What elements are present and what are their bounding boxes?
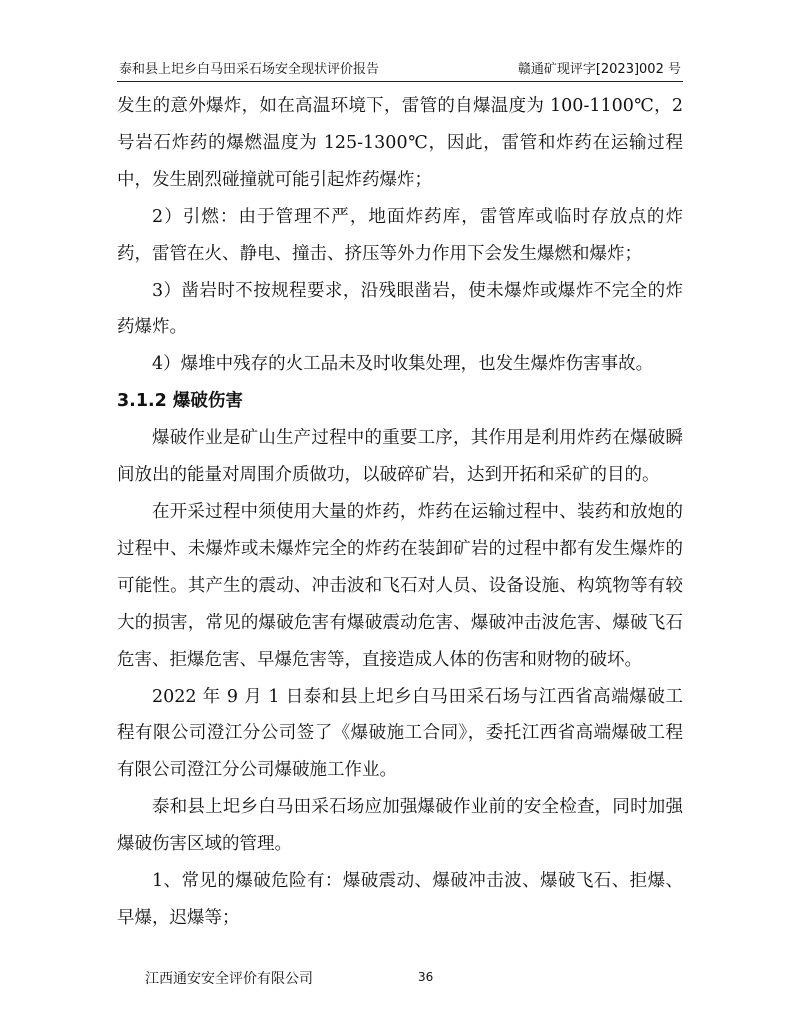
paragraph-ignition: 2）引燃：由于管理不严，地面炸药库，雷管库或临时存放点的炸药，雷管在火、静电、撞击、挤压等外力作用下会发生爆燃和爆炸； xyxy=(117,206,683,264)
section-paragraph: 在开采过程中须使用大量的炸药，炸药在运输过程中、装药和放炮的过程中、未爆炸或未爆炸完全的炸药在装卸矿岩的过程中都有发生爆炸的可能性。其产生的震动、冲击波和飞石对人员、设备设施、构筑物等有较大的损害，常见的爆破危害有爆破震动危害、爆破冲击波危害、爆破飞石危害、拒爆危害、早爆危害等，直接造成人体的伤害和财物的破坏。 xyxy=(117,501,683,670)
section-paragraph: 2022 年 9 月 1 日泰和县上圯乡白马田采石场与江西省高端爆破工程有限公司澄江分公司签了《爆破施工合同》，委托江西省高端爆破工程有限公司澄江分公司爆破施工作业。 xyxy=(117,686,683,781)
page-body xyxy=(117,88,683,937)
report-title: 泰和县上圯乡白马田采石场安全现状评价报告 xyxy=(119,62,380,77)
page-header xyxy=(117,56,683,80)
paragraph-residual: 4）爆堆中残存的火工品未及时收集处理，也发生爆炸伤害事故。 xyxy=(152,354,654,375)
section-paragraph: 爆破作业是矿山生产过程中的重要工序，其作用是利用炸药在爆破瞬间放出的能量对周围介质做功，以破碎矿岩，达到开拓和采矿的目的。 xyxy=(117,428,683,486)
page-number: 36 xyxy=(418,970,434,984)
header-rule xyxy=(117,81,683,82)
document-number: 赣通矿现评字[2023]002 号 xyxy=(517,62,681,77)
section-paragraph: 泰和县上圯乡白马田采石场应加强爆破作业前的安全检查，同时加强爆破伤害区域的管理。 xyxy=(117,797,683,855)
paragraph-continued: 发生的意外爆炸，如在高温环境下，雷管的自爆温度为 100-1100℃，2 号岩石炸药的爆燃温度为 125-1300℃，因此，雷管和炸药在运输过程中，发生剧烈碰撞就可能引起炸药爆炸； xyxy=(117,96,683,190)
section-paragraph: 1、常见的爆破危险有：爆破震动、爆破冲击波、爆破飞石、拒爆、早爆，迟爆等； xyxy=(117,871,683,928)
paragraph-drilling: 3）凿岩时不按规程要求，沿残眼凿岩，使未爆炸或爆炸不完全的炸药爆炸。 xyxy=(117,280,683,338)
section-heading: 3.1.2 爆破伤害 xyxy=(117,391,243,412)
footer-company: 江西通安安全评价有限公司 xyxy=(145,971,313,987)
